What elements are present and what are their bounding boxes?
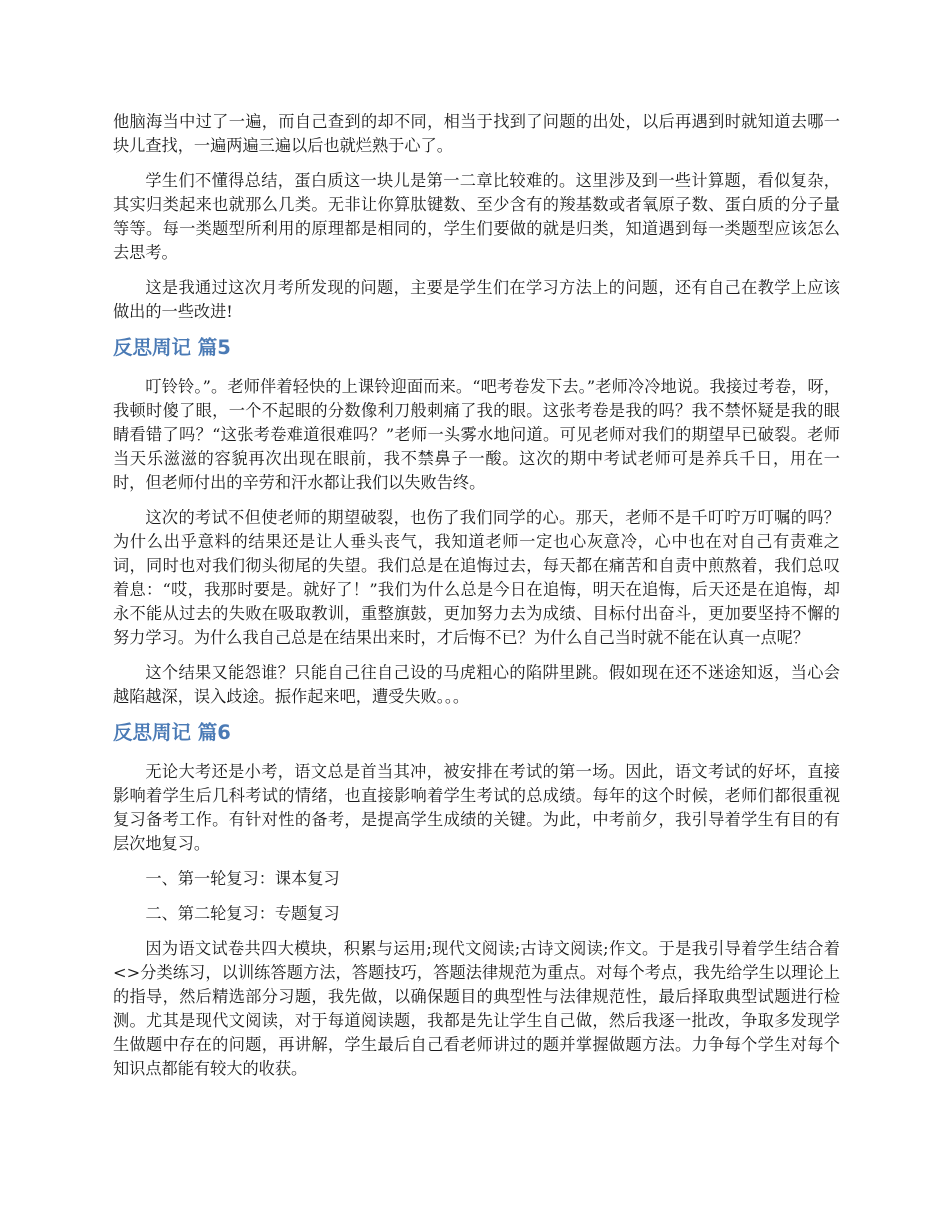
paragraph: 因为语文试卷共四大模块，积累与运用;现代文阅读;古诗文阅读;作文。于是我引导着学生结合着<>分类练习，以训练答题方法，答题技巧，答题法律规范为重点。对每个考点，我先给学生以理论上的指导，然后精选部分习题，我先做，以确保题目的典型性与法律规范性，最后择取典型试题进行检测。尤其是现代文阅读，对于每道阅读题，我都是先让学生自己做，然后我逐一批改，争取多发现学生做题中存在的问题，再讲解，学生最后自己看老师讲过的题并掌握做题方法。力争每个学生对每个知识点都能有较大的收获。 xyxy=(113,939,840,1078)
section-heading: 反思周记 篇5 xyxy=(113,336,231,359)
list-item: 一、第一轮复习：课本复习 xyxy=(145,869,340,888)
paragraph: 这次的考试不但使老师的期望破裂，也伤了我们同学的心。那天，老师不是千叮咛万叮嘱的吗？为什么出乎意料的结果还是让人垂头丧气，我知道老师一定也心灰意冷，心中也在对自己有责难之词，同时也对我们彻头彻尾的失望。我们总是在追悔过去，每天都在痛苦和自责中煎熬着，我们总叹着息：“哎，我那时要是。就好了！”我们为什么总是今日在追悔，明天在追悔，后天还是在追悔，却永不能从过去的失败在吸取教训，重整旗鼓，更加努力去为成绩、目标付出奋斗，更加要坚持不懈的努力学习。为什么我自己总是在结果出来时，才后悔不已？为什么自己当时就不能在认真一点呢？ xyxy=(113,508,840,647)
paragraph: 这是我通过这次月考所发现的问题，主要是学生们在学习方法上的问题，还有自己在教学上应该做出的一些改进! xyxy=(113,278,840,321)
section-heading: 反思周记 篇6 xyxy=(113,721,231,744)
paragraph: 这个结果又能怨谁？只能自己往自己设的马虎粗心的陷阱里跳。假如现在还不迷途知返，当心会越陷越深，误入歧途。振作起来吧，遭受失败。。。 xyxy=(113,663,840,706)
document-page xyxy=(113,110,840,1092)
list-item: 二、第二轮复习：专题复习 xyxy=(145,904,340,923)
paragraph: 学生们不懂得总结，蛋白质这一块儿是第一二章比较难的。这里涉及到一些计算题，看似复杂，其实归类起来也就那么几类。无非让你算肽键数、至少含有的羧基数或者氧原子数、蛋白质的分子量等等。每一类题型所利用的原理都是相同的，学生们要做的就是归类，知道遇到每一类题型应该怎么去思考。 xyxy=(113,171,840,262)
paragraph: 他脑海当中过了一遍，而自己查到的却不同，相当于找到了问题的出处，以后再遇到时就知道去哪一块儿查找，一遍两遍三遍以后也就烂熟于心了。 xyxy=(113,112,840,155)
paragraph: 无论大考还是小考，语文总是首当其冲，被安排在考试的第一场。因此，语文考试的好坏，直接影响着学生后几科考试的情绪，也直接影响着学生考试的总成绩。每年的这个时候，老师们都很重视复习备考工作。有针对性的备考，是提高学生成绩的关键。为此，中考前夕，我引导着学生有目的有层次地复习。 xyxy=(113,762,840,853)
paragraph: 叮铃铃。”。老师伴着轻快的上课铃迎面而来。“吧考卷发下去。”老师冷冷地说。我接过考卷，呀，我顿时傻了眼，一个不起眼的分数像利刀般刺痛了我的眼。这张考卷是我的吗？我不禁怀疑是我的眼睛看错了吗？“这张考卷难道很难吗？”老师一头雾水地问道。可见老师对我们的期望早已破裂。老师当天乐滋滋的容貌再次出现在眼前，我不禁鼻子一酸。这次的期中考试老师可是养兵千日，用在一时，但老师付出的辛劳和汗水都让我们以失败告终。 xyxy=(113,377,840,492)
